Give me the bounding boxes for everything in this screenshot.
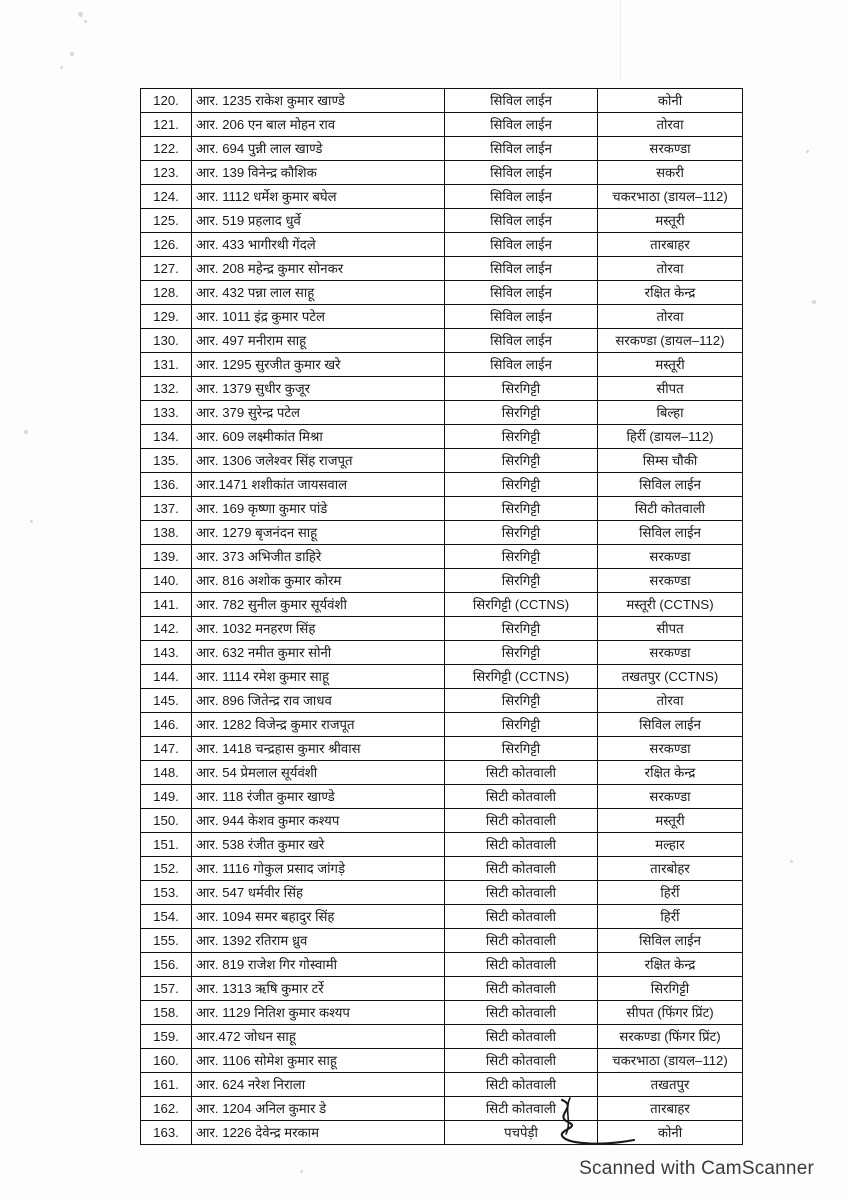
cell-current-posting: सिविल लाईन [445, 281, 598, 305]
cell-transferred-to: चकरभाठा (डायल–112) [598, 185, 743, 209]
cell-serial-number: 155. [141, 929, 192, 953]
table-row [141, 209, 743, 233]
cell-officer-name: आर. 1392 रतिराम ध्रुव [192, 929, 445, 953]
cell-transferred-to: रक्षित केन्द्र [598, 953, 743, 977]
cell-transferred-to: हिर्री [598, 905, 743, 929]
cell-officer-name: आर. 632 नमीत कुमार सोनी [192, 641, 445, 665]
cell-current-posting: सिविल लाईन [445, 329, 598, 353]
cell-officer-name: आर. 609 लक्ष्मीकांत मिश्रा [192, 425, 445, 449]
cell-serial-number: 120. [141, 89, 192, 113]
cell-serial-number: 127. [141, 257, 192, 281]
table-row [141, 449, 743, 473]
signature-mark [548, 1096, 668, 1154]
page-edge-line [620, 0, 621, 80]
cell-current-posting: सिविल लाईन [445, 209, 598, 233]
cell-transferred-to: मस्तूरी [598, 809, 743, 833]
cell-transferred-to: तारबाेहर [598, 857, 743, 881]
cell-current-posting: पचपेड़ी [445, 1121, 598, 1145]
table-row [141, 137, 743, 161]
cell-serial-number: 126. [141, 233, 192, 257]
cell-serial-number: 148. [141, 761, 192, 785]
cell-serial-number: 128. [141, 281, 192, 305]
cell-serial-number: 145. [141, 689, 192, 713]
cell-serial-number: 151. [141, 833, 192, 857]
table-row [141, 833, 743, 857]
cell-officer-name: आर.472 जोधन साहू [192, 1025, 445, 1049]
cell-current-posting: सिरगिट्टी [445, 545, 598, 569]
cell-current-posting: सिटी कोतवाली [445, 857, 598, 881]
cell-current-posting: सिरगिट्टी [445, 569, 598, 593]
scan-speck [806, 150, 809, 153]
cell-current-posting: सिविल लाईन [445, 305, 598, 329]
table-body [141, 89, 743, 1145]
cell-transferred-to: सिविल लाईन [598, 473, 743, 497]
table-row [141, 281, 743, 305]
cell-serial-number: 135. [141, 449, 192, 473]
cell-serial-number: 154. [141, 905, 192, 929]
table-row [141, 665, 743, 689]
cell-serial-number: 141. [141, 593, 192, 617]
cell-serial-number: 157. [141, 977, 192, 1001]
table-row [141, 1073, 743, 1097]
cell-current-posting: सिटी कोतवाली [445, 1001, 598, 1025]
cell-officer-name: आर. 1129 नितिश कुमार कश्यप [192, 1001, 445, 1025]
table-row [141, 377, 743, 401]
scan-speck [30, 520, 33, 523]
cell-officer-name: आर. 432 पन्ना लाल साहू [192, 281, 445, 305]
cell-officer-name: आर. 373 अभिजीत डाहिरे [192, 545, 445, 569]
cell-transferred-to: सरकण्डा [598, 785, 743, 809]
cell-current-posting: सिटी कोतवाली [445, 809, 598, 833]
cell-current-posting: सिरगिट्टी [445, 713, 598, 737]
cell-serial-number: 150. [141, 809, 192, 833]
cell-transferred-to: मस्तूरी [598, 353, 743, 377]
table-row [141, 257, 743, 281]
cell-officer-name: आर. 1106 सोमेश कुमार साहू [192, 1049, 445, 1073]
cell-transferred-to: सरकण्डा (डायल–112) [598, 329, 743, 353]
scan-speck [790, 860, 793, 863]
cell-transferred-to: सकरी [598, 161, 743, 185]
cell-current-posting: सिटी कोतवाली [445, 1097, 598, 1121]
cell-transferred-to: सिविल लाईन [598, 929, 743, 953]
cell-officer-name: आर.1471 शशीकांत जायसवाल [192, 473, 445, 497]
cell-transferred-to: तोरवा [598, 257, 743, 281]
cell-transferred-to: तखतपुर [598, 1073, 743, 1097]
cell-current-posting: सिटी कोतवाली [445, 977, 598, 1001]
cell-transferred-to: तोरवा [598, 689, 743, 713]
table-row [141, 497, 743, 521]
cell-serial-number: 160. [141, 1049, 192, 1073]
cell-current-posting: सिविल लाईन [445, 185, 598, 209]
cell-officer-name: आर. 497 मनीराम साहू [192, 329, 445, 353]
cell-serial-number: 161. [141, 1073, 192, 1097]
cell-officer-name: आर. 1112 धर्मेश कुमार बघेल [192, 185, 445, 209]
cell-transferred-to: मस्तूरी [598, 209, 743, 233]
cell-transferred-to: बिल्हा [598, 401, 743, 425]
cell-officer-name: आर. 1418 चन्द्रहास कुमार श्रीवास [192, 737, 445, 761]
cell-transferred-to: सिरगिट्टी [598, 977, 743, 1001]
cell-transferred-to: कोनी [598, 1121, 743, 1145]
cell-current-posting: सिरगिट्टी [445, 473, 598, 497]
camscanner-watermark: Scanned with CamScanner [579, 1158, 814, 1179]
cell-serial-number: 143. [141, 641, 192, 665]
cell-officer-name: आर. 944 केशव कुमार कश्यप [192, 809, 445, 833]
cell-transferred-to: सिविल लाईन [598, 713, 743, 737]
cell-officer-name: आर. 169 कृष्णा कुमार पांडे [192, 497, 445, 521]
cell-current-posting: सिविल लाईन [445, 137, 598, 161]
scan-speck [812, 300, 816, 304]
table-row [141, 617, 743, 641]
cell-transferred-to: सरकण्डा [598, 569, 743, 593]
scan-speck [24, 430, 28, 434]
scan-speck [78, 12, 83, 17]
cell-serial-number: 153. [141, 881, 192, 905]
cell-officer-name: आर. 206 एन बाल मोहन राव [192, 113, 445, 137]
cell-transferred-to: सरकण्डा [598, 137, 743, 161]
cell-officer-name: आर. 1313 ऋषि कुमार टर्रे [192, 977, 445, 1001]
cell-current-posting: सिटी कोतवाली [445, 761, 598, 785]
table-row [141, 977, 743, 1001]
cell-current-posting: सिरगिट्टी [445, 737, 598, 761]
transfer-roster-table [140, 88, 743, 1145]
cell-serial-number: 162. [141, 1097, 192, 1121]
table-row [141, 593, 743, 617]
cell-serial-number: 125. [141, 209, 192, 233]
table-row [141, 713, 743, 737]
cell-serial-number: 136. [141, 473, 192, 497]
cell-current-posting: सिरगिट्टी [445, 401, 598, 425]
cell-serial-number: 142. [141, 617, 192, 641]
cell-officer-name: आर. 782 सुनील कुमार सूर्यवंशी [192, 593, 445, 617]
cell-officer-name: आर. 118 रंजीत कुमार खाण्डे [192, 785, 445, 809]
cell-serial-number: 129. [141, 305, 192, 329]
cell-current-posting: सिरगिट्टी [445, 377, 598, 401]
cell-serial-number: 138. [141, 521, 192, 545]
cell-serial-number: 158. [141, 1001, 192, 1025]
cell-officer-name: आर. 1235 राकेश कुमार खाण्डे [192, 89, 445, 113]
cell-current-posting: सिटी कोतवाली [445, 905, 598, 929]
table-row [141, 89, 743, 113]
cell-serial-number: 147. [141, 737, 192, 761]
cell-officer-name: आर. 1226 देवेन्द्र मरकाम [192, 1121, 445, 1145]
cell-transferred-to: रक्षित केन्द्र [598, 281, 743, 305]
scan-speck [84, 20, 87, 23]
cell-current-posting: सिटी कोतवाली [445, 833, 598, 857]
table-row [141, 929, 743, 953]
cell-serial-number: 130. [141, 329, 192, 353]
table-row [141, 401, 743, 425]
cell-current-posting: सिरगिट्टी [445, 689, 598, 713]
cell-serial-number: 137. [141, 497, 192, 521]
scan-speck [60, 66, 63, 69]
cell-transferred-to: रक्षित केन्द्र [598, 761, 743, 785]
table-row [141, 641, 743, 665]
cell-transferred-to: सिटी कोतवाली [598, 497, 743, 521]
cell-current-posting: सिविल लाईन [445, 353, 598, 377]
cell-transferred-to: सीपत (फिंगर प्रिंट) [598, 1001, 743, 1025]
cell-officer-name: आर. 1011 इंद्र कुमार पटेल [192, 305, 445, 329]
cell-transferred-to: तखतपुर (CCTNS) [598, 665, 743, 689]
cell-transferred-to: सरकण्डा [598, 545, 743, 569]
cell-transferred-to: तारबाहर [598, 1097, 743, 1121]
cell-officer-name: आर. 1282 विजेन्द्र कुमार राजपूत [192, 713, 445, 737]
table-row [141, 785, 743, 809]
cell-transferred-to: चकरभाठा (डायल–112) [598, 1049, 743, 1073]
cell-transferred-to: सरकण्डा [598, 641, 743, 665]
cell-current-posting: सिरगिट्टी [445, 617, 598, 641]
cell-serial-number: 152. [141, 857, 192, 881]
cell-current-posting: सिरगिट्टी (CCTNS) [445, 665, 598, 689]
table-row [141, 1049, 743, 1073]
table-row [141, 425, 743, 449]
cell-current-posting: सिरगिट्टी [445, 641, 598, 665]
cell-officer-name: आर. 816 अशोक कुमार कोरम [192, 569, 445, 593]
table-row [141, 1025, 743, 1049]
table-row [141, 569, 743, 593]
cell-serial-number: 144. [141, 665, 192, 689]
cell-officer-name: आर. 1279 बृजनंदन साहू [192, 521, 445, 545]
cell-current-posting: सिटी कोतवाली [445, 953, 598, 977]
cell-serial-number: 132. [141, 377, 192, 401]
cell-serial-number: 134. [141, 425, 192, 449]
cell-current-posting: सिटी कोतवाली [445, 1049, 598, 1073]
cell-current-posting: सिटी कोतवाली [445, 929, 598, 953]
cell-serial-number: 159. [141, 1025, 192, 1049]
cell-current-posting: सिटी कोतवाली [445, 1025, 598, 1049]
cell-transferred-to: तोरवा [598, 305, 743, 329]
cell-serial-number: 156. [141, 953, 192, 977]
cell-current-posting: सिरगिट्टी [445, 449, 598, 473]
table-row [141, 881, 743, 905]
table-row [141, 185, 743, 209]
cell-current-posting: सिटी कोतवाली [445, 1073, 598, 1097]
cell-transferred-to: हिर्री (डायल–112) [598, 425, 743, 449]
cell-serial-number: 163. [141, 1121, 192, 1145]
cell-current-posting: सिरगिट्टी [445, 425, 598, 449]
cell-current-posting: सिविल लाईन [445, 161, 598, 185]
cell-officer-name: आर. 547 धर्मवीर सिंह [192, 881, 445, 905]
cell-officer-name: आर. 538 रंजीत कुमार खरे [192, 833, 445, 857]
cell-current-posting: सिविल लाईन [445, 257, 598, 281]
cell-current-posting: सिटी कोतवाली [445, 785, 598, 809]
cell-current-posting: सिटी कोतवाली [445, 881, 598, 905]
cell-officer-name: आर. 1032 मनहरण सिंह [192, 617, 445, 641]
cell-current-posting: सिरगिट्टी [445, 497, 598, 521]
cell-serial-number: 146. [141, 713, 192, 737]
cell-transferred-to: मस्तूरी (CCTNS) [598, 593, 743, 617]
cell-serial-number: 124. [141, 185, 192, 209]
cell-officer-name: आर. 433 भागीरथी गेंदले [192, 233, 445, 257]
cell-current-posting: सिविल लाईन [445, 113, 598, 137]
table-row [141, 857, 743, 881]
table-row [141, 1001, 743, 1025]
cell-current-posting: सिरगिट्टी [445, 521, 598, 545]
cell-serial-number: 140. [141, 569, 192, 593]
cell-serial-number: 133. [141, 401, 192, 425]
cell-serial-number: 123. [141, 161, 192, 185]
cell-officer-name: आर. 694 पुन्नी लाल खाण्डे [192, 137, 445, 161]
cell-officer-name: आर. 208 महेन्द्र कुमार सोनकर [192, 257, 445, 281]
cell-serial-number: 121. [141, 113, 192, 137]
cell-officer-name: आर. 896 जितेन्द्र राव जाधव [192, 689, 445, 713]
cell-officer-name: आर. 1114 रमेश कुमार साहू [192, 665, 445, 689]
table-row [141, 809, 743, 833]
cell-officer-name: आर. 54 प्रेमलाल सूर्यवंशी [192, 761, 445, 785]
cell-officer-name: आर. 1306 जलेश्वर सिंह राजपूत [192, 449, 445, 473]
table-row [141, 353, 743, 377]
cell-transferred-to: तारबाहर [598, 233, 743, 257]
table-row [141, 545, 743, 569]
cell-officer-name: आर. 379 सुरेन्द्र पटेल [192, 401, 445, 425]
cell-officer-name: आर. 1116 गोकुल प्रसाद जांगड़े [192, 857, 445, 881]
cell-transferred-to: सिविल लाईन [598, 521, 743, 545]
table-row [141, 161, 743, 185]
scan-speck [300, 1170, 303, 1173]
cell-transferred-to: मल्हार [598, 833, 743, 857]
table-row [141, 113, 743, 137]
cell-officer-name: आर. 819 राजेश गिर गोस्वामी [192, 953, 445, 977]
cell-transferred-to: सिम्स चौकी [598, 449, 743, 473]
cell-transferred-to: हिर्री [598, 881, 743, 905]
cell-transferred-to: सरकण्डा [598, 737, 743, 761]
table-row [141, 737, 743, 761]
cell-transferred-to: सीपत [598, 617, 743, 641]
cell-transferred-to: सीपत [598, 377, 743, 401]
table-row [141, 233, 743, 257]
table-row [141, 473, 743, 497]
table-row [141, 761, 743, 785]
cell-officer-name: आर. 519 प्रहलाद धुर्वे [192, 209, 445, 233]
cell-officer-name: आर. 139 विनेन्द्र कौशिक [192, 161, 445, 185]
cell-current-posting: सिरगिट्टी (CCTNS) [445, 593, 598, 617]
cell-officer-name: आर. 1379 सुधीर कुजूर [192, 377, 445, 401]
cell-transferred-to: तोरवा [598, 113, 743, 137]
cell-transferred-to: सरकण्डा (फिंगर प्रिंट) [598, 1025, 743, 1049]
table-row [141, 305, 743, 329]
cell-officer-name: आर. 1295 सुरजीत कुमार खरे [192, 353, 445, 377]
table-row [141, 905, 743, 929]
cell-serial-number: 139. [141, 545, 192, 569]
cell-current-posting: सिविल लाईन [445, 233, 598, 257]
cell-current-posting: सिविल लाईन [445, 89, 598, 113]
table-row [141, 521, 743, 545]
cell-serial-number: 122. [141, 137, 192, 161]
table-row [141, 689, 743, 713]
cell-serial-number: 131. [141, 353, 192, 377]
cell-serial-number: 149. [141, 785, 192, 809]
table-row [141, 953, 743, 977]
scan-speck [70, 52, 74, 56]
table-row [141, 329, 743, 353]
cell-officer-name: आर. 624 नरेश निराला [192, 1073, 445, 1097]
cell-transferred-to: कोनी [598, 89, 743, 113]
cell-officer-name: आर. 1094 समर बहादुर सिंह [192, 905, 445, 929]
cell-officer-name: आर. 1204 अनिल कुमार डे [192, 1097, 445, 1121]
